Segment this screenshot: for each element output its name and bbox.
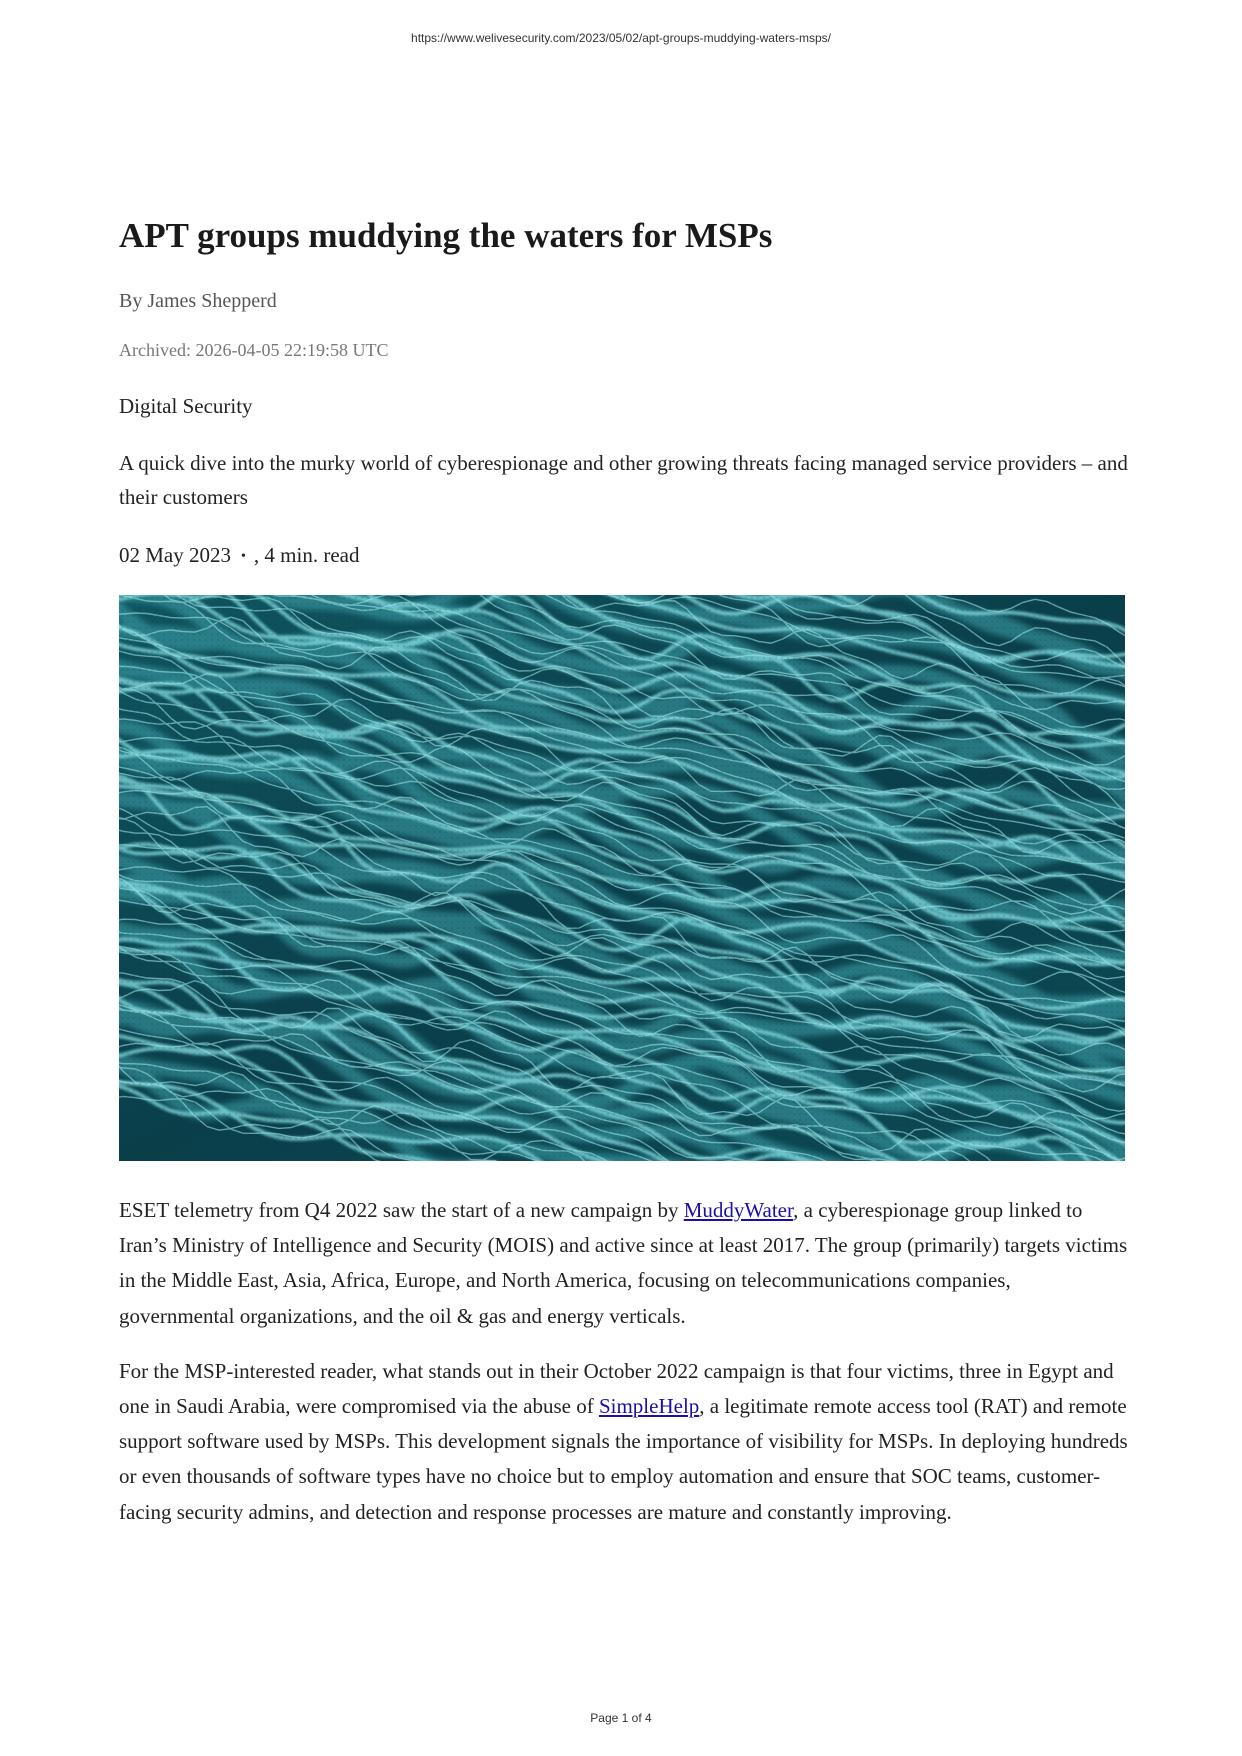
muddywater-link[interactable]: MuddyWater [683,1198,794,1222]
article-category: Digital Security [119,394,253,418]
archived-timestamp: Archived: 2026-04-05 22:19:58 UTC [119,340,389,360]
publish-date: 02 May 2023 [119,543,231,567]
paragraph-1: ESET telemetry from Q4 2022 saw the start of a new campaign by MuddyWater, a cyberespionage group linked to Iran’s Ministry of Intelligence and Security (MOIS) and active since at least 2017. The group (primarily) targets victims in the Middle East, Asia, Africa, Europe, and North America, focusing on telecommunications companies, governmental organizations, and the oil & gas and energy verticals. [119,1198,1128,1328]
hero-image-water [119,595,1125,1161]
read-time: , 4 min. read [253,543,360,567]
article-byline: By James Shepperd [119,290,277,312]
page-number: Page 1 of 4 [590,1711,652,1725]
article-meta [119,540,359,572]
article-title: APT groups muddying the waters for MSPs [119,216,773,255]
article-subtitle: A quick dive into the murky world of cyberespionage and other growing threats facing managed service providers – and their customers [119,451,1128,509]
bullet-separator: • [241,549,246,564]
article-body [119,1193,1129,1550]
paragraph-2: For the MSP-interested reader, what stands out in their October 2022 campaign is that four victims, three in Egypt and one in Saudi Arabia, were compromised via the abuse of SimpleHelp, a legitimate remote access tool (RAT) and remote support software used by MSPs. This development signals the importance of visibility for MSPs. In deploying hundreds or even thousands of software types have no choice but to employ automation and ensure that SOC teams, customer-facing security admins, and detection and response processes are mature and constantly improving. [119,1358,1128,1524]
simplehelp-link[interactable]: SimpleHelp [598,1394,700,1419]
page-url-header: https://www.welivesecurity.com/2023/05/02/apt-groups-muddying-waters-msps/ [411,31,831,45]
